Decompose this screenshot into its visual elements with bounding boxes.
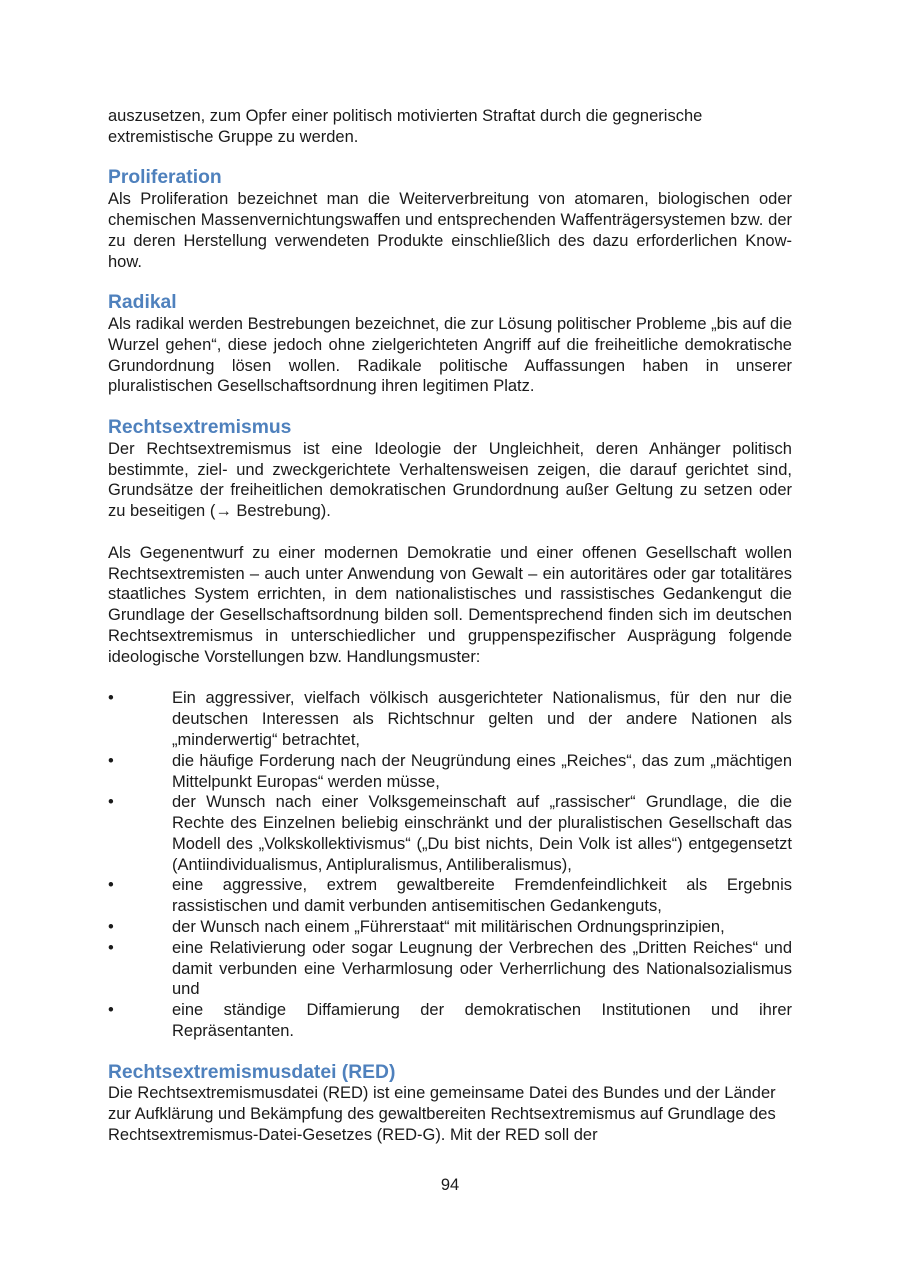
spacer <box>108 148 792 169</box>
bullet-icon: • <box>108 1001 114 1020</box>
spacer <box>108 272 792 293</box>
list-item <box>108 917 792 938</box>
heading-proliferation: Proliferation <box>108 167 222 189</box>
spacer <box>108 668 792 689</box>
list-item-text: eine Relativierung oder sogar Leugnung der Verbrechen des „Dritten Reiches“ und damit verbunden eine Verharmlosung oder Verherrlichung des Nationalsozialismus und <box>172 938 792 999</box>
proliferation-paragraph: Als Proliferation bezeichnet man die Weiterverbreitung von atomaren, biologischen oder chemischen Massenvernichtungswaffen und entsprechenden Waffenträgersystemen bzw. der zu deren Herstellung verwendeten Produkte einschließlich des dazu erforderlichen Know-how. <box>108 190 792 271</box>
bullet-icon: • <box>108 918 114 937</box>
list-item-text: der Wunsch nach einem „Führerstaat“ mit militärischen Ordnungsprinzipien, <box>172 918 725 937</box>
bullet-icon: • <box>108 876 114 895</box>
intro-paragraph: auszusetzen, zum Opfer einer politisch motivierten Straftat durch die gegnerische extremistische Gruppe zu werden. <box>108 107 703 146</box>
bullet-icon: • <box>108 689 114 708</box>
list-item <box>108 792 792 875</box>
rechtsextremismus-paragraph-1: Der Rechtsextremismus ist eine Ideologie der Ungleichheit, deren Anhänger politisch bestimmte, ziel- und zweckgerichtete Verhaltensweisen zeigen, die darauf gerichtet sind, Grundsätze der freiheitlichen demokratischen Grundordnung außer Geltung zu setzen oder zu beseitigen (→ Bestrebung). <box>108 439 792 521</box>
heading-red: Rechtsextremismusdatei (RED) <box>108 1061 396 1083</box>
spacer <box>108 1042 792 1063</box>
list-item-text: der Wunsch nach einer Volksgemeinschaft auf „rassischer“ Grundlage, die die Rechte des Einzelnen beliebig einschränkt und der pluralistischen Gesellschaft das Modell des „Volkskollektivismus“ („Du bist nichts, Dein Volk ist alles“) entgegensetzt (Antiindividualismus, Antipluralismus, Antiliberalismus), <box>172 793 792 874</box>
bullet-icon: • <box>108 793 114 812</box>
list-item <box>108 688 792 750</box>
spacer <box>108 522 792 543</box>
list-item <box>108 938 792 1000</box>
list-item-text: eine ständige Diffamierung der demokratischen Institutionen und ihrer Repräsentanten. <box>172 1001 792 1041</box>
list-item-text: die häufige Forderung nach der Neugründung eines „Reiches“, das zum „mächtigen Mittelpunkt Europas“ werden müsse, <box>172 751 792 791</box>
heading-rechtsextremismus: Rechtsextremismus <box>108 416 292 438</box>
heading-radikal: Radikal <box>108 292 177 314</box>
bullet-icon: • <box>108 751 114 770</box>
page-number: 94 <box>440 1176 460 1194</box>
rechtsextremismus-paragraph-2: Als Gegenentwurf zu einer modernen Demokratie und einer offenen Gesellschaft wollen Rechtsextremisten – auch unter Anwendung von Gewalt – ein autoritäres oder gar totalitäres staatliches System errichten, in dem nationalistisches und rassistisches Gedankengut die Grundlage der Gesellschaftsordnung bilden soll. Dementsprechend finden sich im deutschen Rechtsextremismus in unterschiedlicher und gruppenspezifischer Ausprägung folgende ideologische Vorstellungen bzw. Handlungsmuster: <box>108 543 792 666</box>
list-item <box>108 1000 792 1042</box>
document-page <box>108 106 792 1146</box>
red-paragraph: Die Rechtsextremismusdatei (RED) ist eine gemeinsame Datei des Bundes und der Länder zur Aufklärung und Bekämpfung des gewaltbereiten Rechtsextremismus auf Grundlage des Rechtsextremismus-Datei-Gesetzes (RED-G). Mit der RED soll der <box>108 1084 776 1145</box>
bullet-icon: • <box>108 938 114 957</box>
list-item <box>108 751 792 793</box>
list-item-text: Ein aggressiver, vielfach völkisch ausgerichteter Nationalismus, für den nur die deutschen Interessen als Richtschnur gelten und der andere Nationen als „minderwertig“ betrachtet, <box>172 689 792 749</box>
list-item <box>108 875 792 917</box>
spacer <box>108 397 792 418</box>
radikal-paragraph: Als radikal werden Bestrebungen bezeichnet, die zur Lösung politischer Probleme „bis auf die Wurzel gehen“, diese jedoch ohne zielgerichteten Angriff auf die freiheitliche demokratische Grundordnung lösen wollen. Radikale politische Auffassungen haben in unserer pluralistischen Gesellschaftsordnung ihren legitimen Platz. <box>108 314 792 396</box>
ideology-bullet-list <box>108 688 792 1042</box>
list-item-text: eine aggressive, extrem gewaltbereite Fremdenfeindlichkeit als Ergebnis rassistischen und damit verbunden antisemitischen Gedankenguts, <box>172 876 792 916</box>
